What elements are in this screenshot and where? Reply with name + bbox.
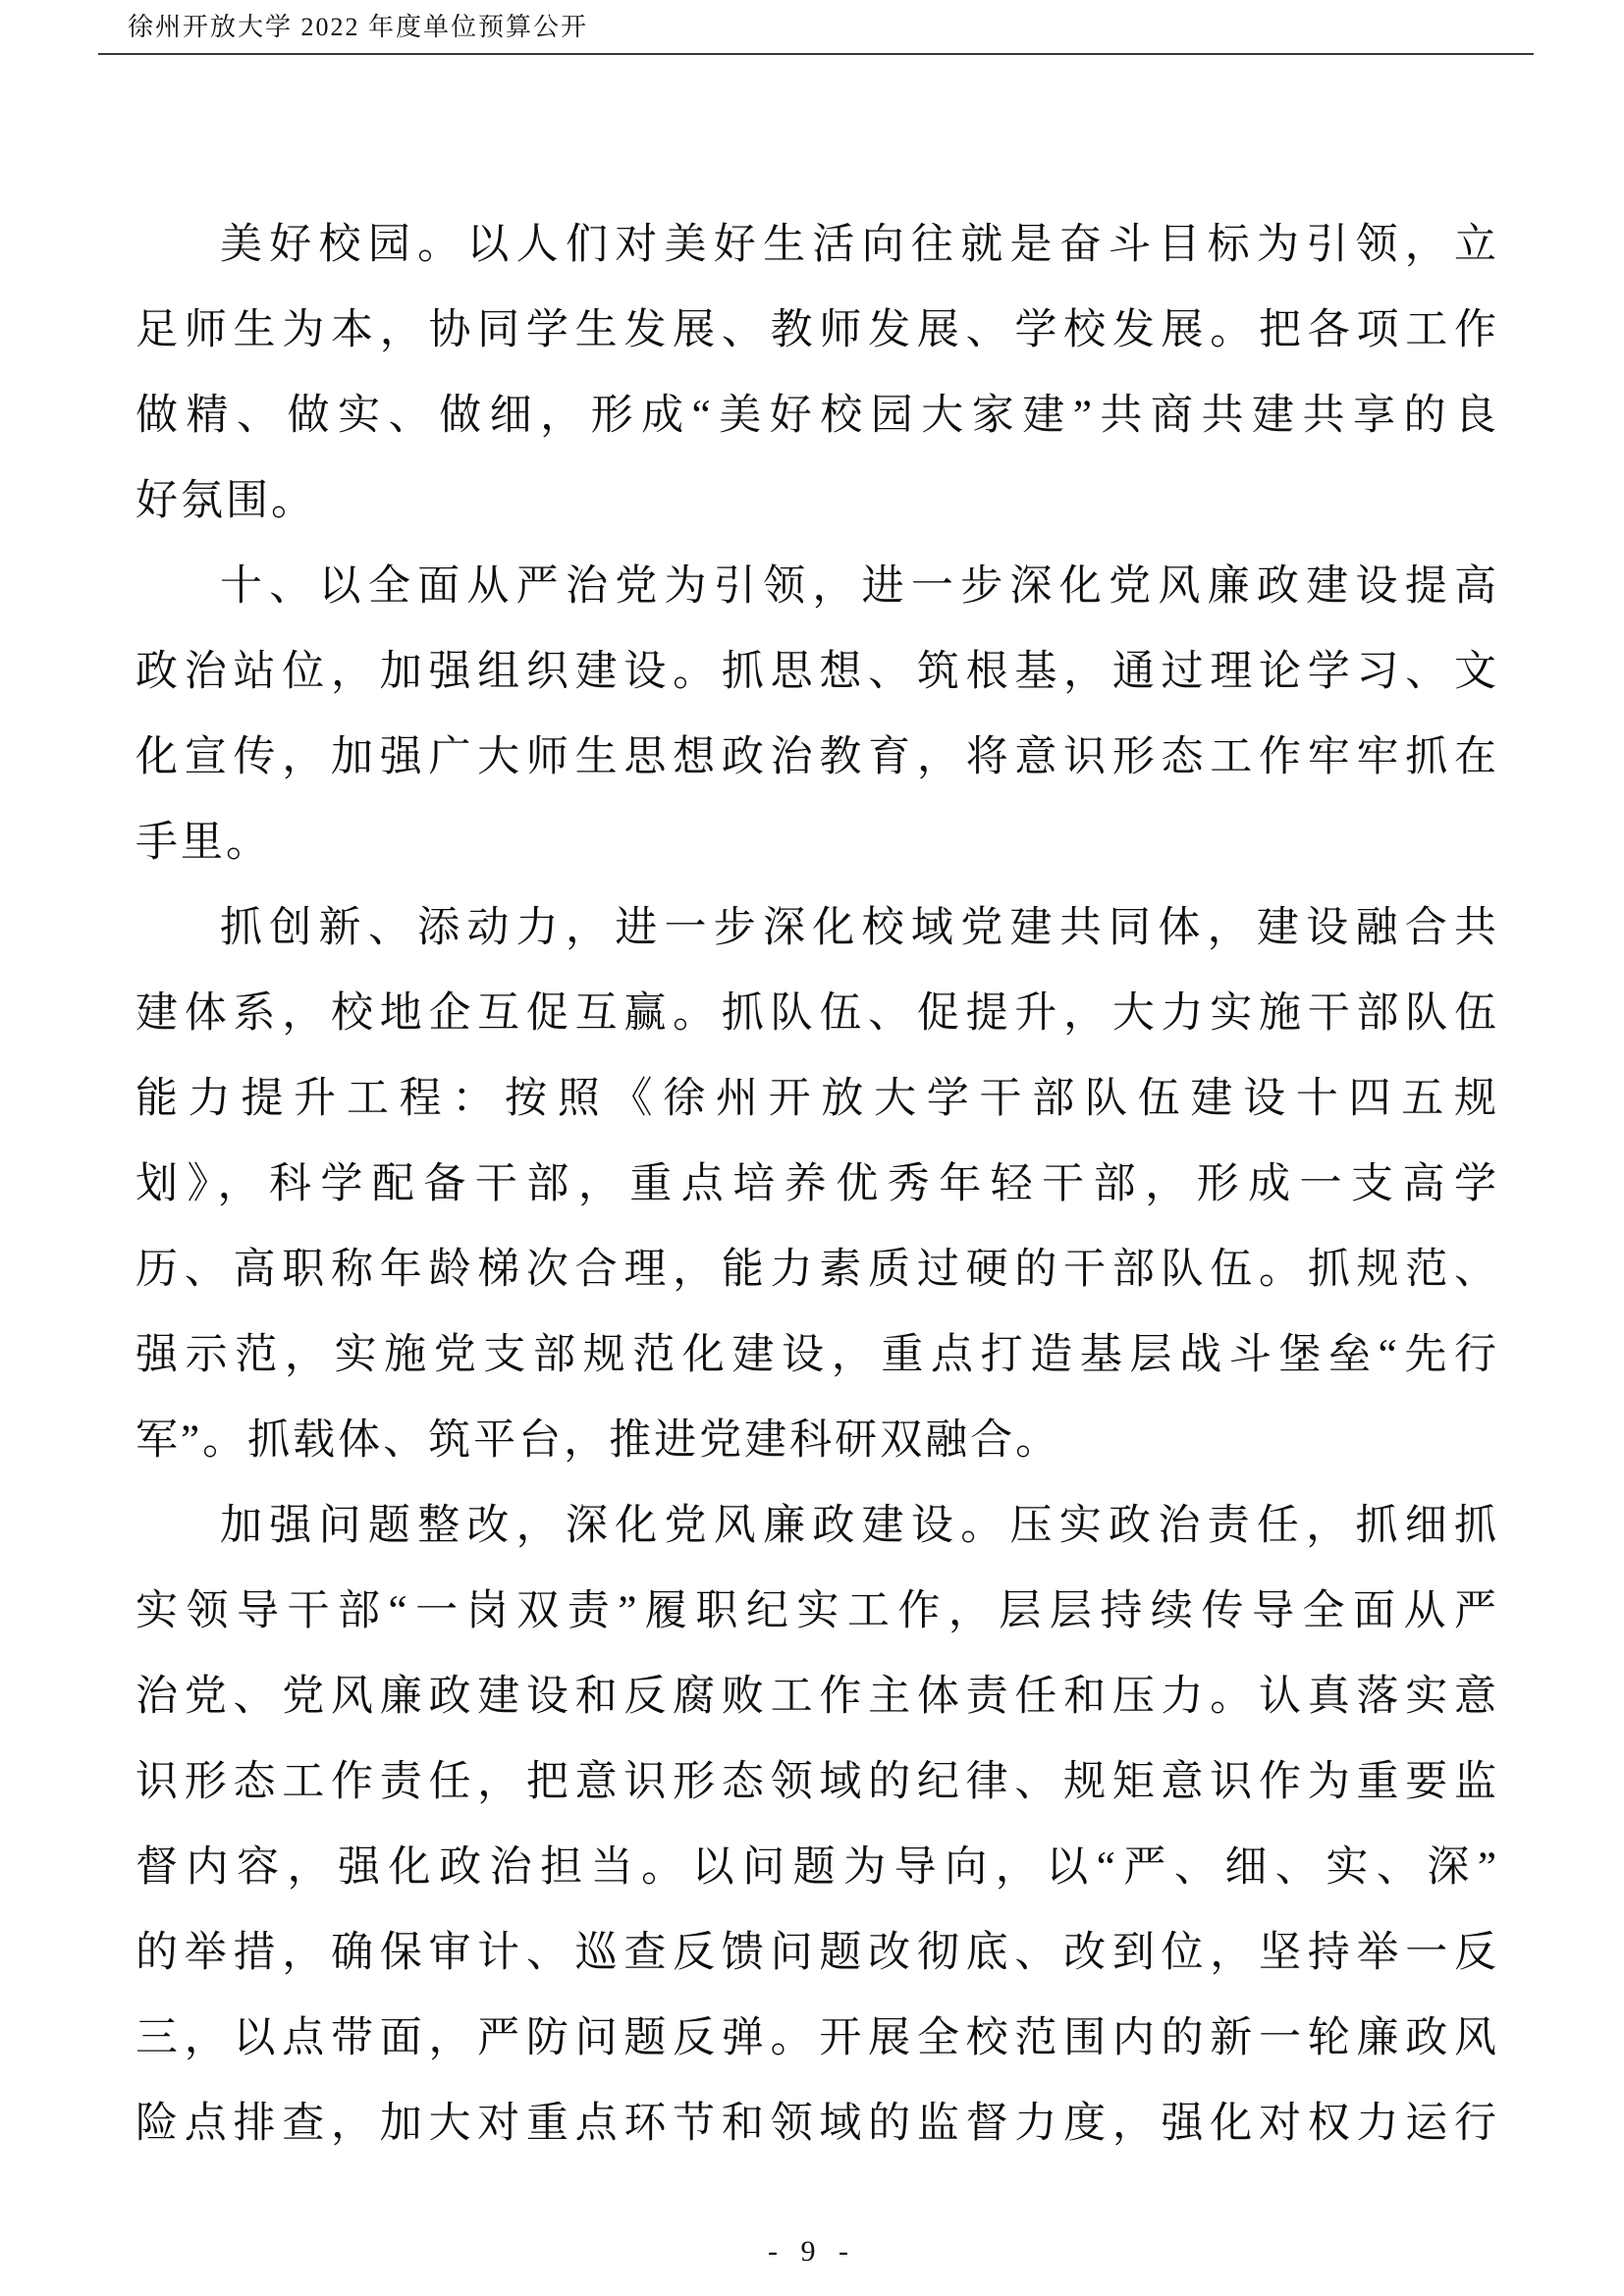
body-line: 强示范，实施党支部规范化建设，重点打造基层战斗堡垒“先行 — [135, 1332, 1496, 1378]
body-line: 好氛围。 — [135, 478, 316, 524]
document-body — [135, 202, 1496, 2166]
body-line: 抓创新、添动力，进一步深化校域党建共同体，建设融合共 — [220, 905, 1496, 951]
paragraph — [135, 1483, 1496, 2166]
body-line: 险点排查，加大对重点环节和领域的监督力度，强化对权力运行 — [135, 2101, 1496, 2147]
paragraph — [135, 202, 1496, 544]
header-title: 徐州开放大学 2022 年度单位预算公开 — [128, 13, 589, 41]
body-line: 三，以点带面，严防问题反弹。开展全校范围内的新一轮廉政风 — [135, 2015, 1496, 2061]
body-line: 历、高职称年龄梯次合理，能力素质过硬的干部队伍。抓规范、 — [135, 1247, 1496, 1293]
body-line: 的举措，确保审计、巡查反馈问题改彻底、改到位，坚持举一反 — [135, 1930, 1496, 1976]
body-line: 军”。抓载体、筑平台，推进党建科研双融合。 — [135, 1417, 1061, 1464]
page-number: - 9 - — [768, 2235, 856, 2268]
body-line: 十、以全面从严治党为引领，进一步深化党风廉政建设提高 — [220, 563, 1496, 610]
body-line: 督内容，强化政治担当。以问题为导向，以“严、细、实、深” — [135, 1844, 1496, 1891]
page-header — [98, 12, 1534, 55]
paragraph — [135, 544, 1496, 885]
body-line: 政治站位，加强组织建设。抓思想、筑根基，通过理论学习、文 — [135, 649, 1496, 695]
body-line: 划》，科学配备干部，重点培养优秀年轻干部，形成一支高学 — [135, 1161, 1496, 1207]
body-line: 识形态工作责任，把意识形态领域的纪律、规矩意识作为重要监 — [135, 1759, 1496, 1805]
body-line: 能力提升工程：按照《徐州开放大学干部队伍建设十四五规 — [135, 1076, 1496, 1122]
body-line: 美好校园。以人们对美好生活向往就是奋斗目标为引领，立 — [220, 222, 1496, 268]
body-line: 手里。 — [135, 820, 271, 866]
body-line: 足师生为本，协同学生发展、教师发展、学校发展。把各项工作 — [135, 307, 1496, 353]
body-line: 建体系，校地企互促互赢。抓队伍、促提升，大力实施干部队伍 — [135, 990, 1496, 1037]
body-line: 化宣传，加强广大师生思想政治教育，将意识形态工作牢牢抓在 — [135, 734, 1496, 780]
body-line: 治党、党风廉政建设和反腐败工作主体责任和压力。认真落实意 — [135, 1674, 1496, 1720]
paragraph — [135, 885, 1496, 1483]
body-line: 加强问题整改，深化党风廉政建设。压实政治责任，抓细抓 — [220, 1503, 1496, 1549]
page-footer — [0, 2235, 1624, 2269]
body-line: 做精、做实、做细，形成“美好校园大家建”共商共建共享的良 — [135, 393, 1496, 439]
body-line: 实领导干部“一岗双责”履职纪实工作，层层持续传导全面从严 — [135, 1588, 1496, 1634]
